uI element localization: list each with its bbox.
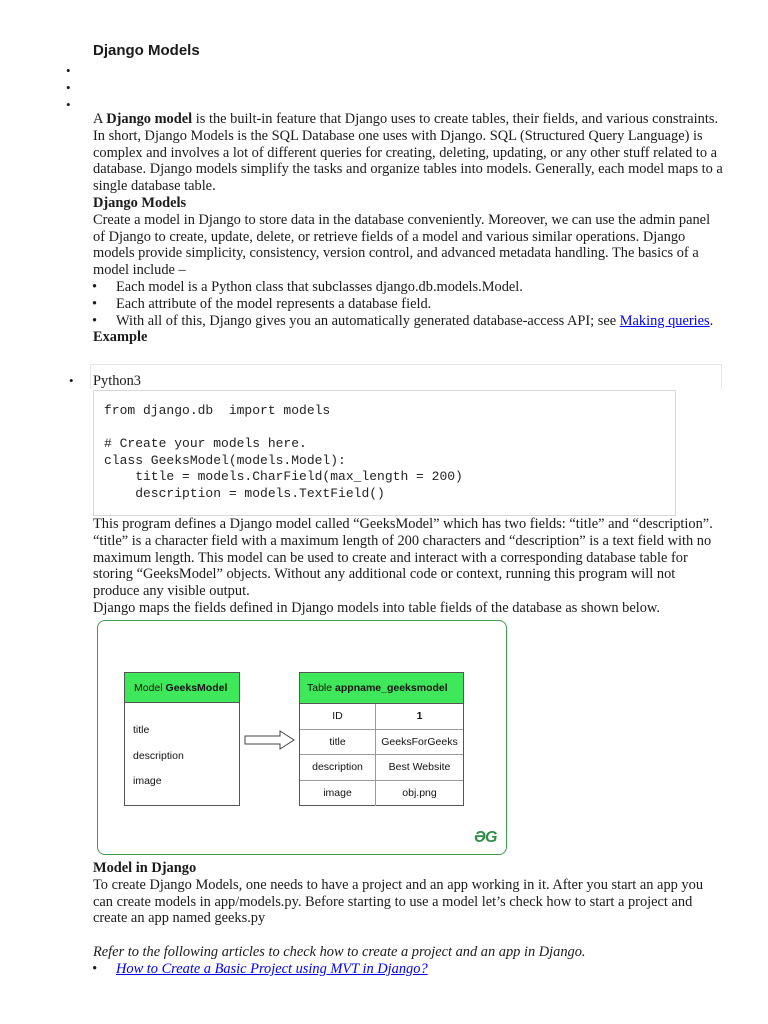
page-title: Django Models — [93, 42, 200, 59]
table-cell: Best Website — [388, 761, 451, 774]
list-item: • Each model is a Python class that subclasses django.db.models.Model. — [93, 279, 725, 296]
table-cell: image — [300, 781, 376, 807]
article-link-list — [93, 961, 725, 978]
intro-lead: A — [93, 111, 107, 127]
list-item: • Each attribute of the model represents a database field. — [93, 296, 725, 313]
bullet-marker: • — [69, 373, 74, 388]
refer-text: Refer to the following articles to check how to create a project and an app in Django. — [93, 944, 586, 961]
tab-python3[interactable]: Python3 — [93, 373, 141, 389]
table-row — [300, 730, 463, 756]
basic-project-mvt-link[interactable]: How to Create a Basic Project using MVT in Django? — [116, 960, 428, 977]
list-item-end: . — [709, 312, 714, 329]
empty-bullet-list — [66, 62, 71, 113]
mapping-sentence: Django maps the fields defined in Django models into table fields of the database as shown below. — [93, 599, 660, 616]
code-line: title = models.CharField(max_length = 200) — [104, 469, 463, 485]
table-cell: 1 — [416, 710, 423, 723]
code-line: # Create your models here. — [104, 436, 307, 452]
table-box — [299, 672, 464, 806]
table-cell: title — [300, 730, 376, 755]
table-row — [300, 755, 463, 781]
list-item — [93, 961, 725, 978]
code-line: class GeeksModel(models.Model): — [104, 452, 346, 468]
model-box — [124, 672, 240, 806]
section-heading-model-in-django: Model in Django — [93, 860, 197, 876]
list-item — [93, 313, 725, 330]
table-cell: obj.png — [402, 787, 437, 800]
section-paragraph: To create Django Models, one needs to have a project and an app working in it. After you start an app you can create models in app/models.py. Before starting to use a model let’s check how to start a project and create an app named geeks.py — [93, 876, 704, 927]
table-cell: description — [300, 755, 376, 780]
model-box-header — [125, 673, 239, 703]
code-line: from django.db import models — [104, 403, 331, 418]
model-in-django-section — [93, 860, 725, 978]
section-heading-django-models: Django Models — [93, 194, 187, 211]
model-name: GeeksModel — [165, 681, 228, 694]
intro-bold-term: Django model — [106, 111, 193, 127]
section-paragraph: Create a model in Django to store data in the database conveniently. Moreover, we can use the admin panel of Django to create, update, delete, or retrieve fields of a model and various similar operations. Django models provide simplicity, consistency, version control, and advanced metadata handling. The basics of a model include – — [93, 211, 711, 279]
bullet-marker: • — [66, 97, 71, 112]
intro-paragraph — [93, 111, 725, 346]
explanation-paragraph: This program defines a Django model called “GeeksModel” which has two fields: “title” and “description”. “title” is a character field with a maximum length of 200 characters and “description” is a text field with no maximum length. This model can be used to create and interact with a corresponding database table for storing “GeeksModel” objects. Without any additional code or context, running this program will not produce any visible output. — [93, 516, 713, 600]
table-box-header — [300, 673, 463, 704]
list-item-text: With all of this, Django gives you an automatically generated database-access API; see — [116, 312, 620, 329]
explanation-block — [93, 516, 725, 617]
code-line — [104, 420, 665, 437]
model-prefix: Model — [134, 681, 163, 694]
example-heading: Example — [93, 329, 148, 346]
table-row — [300, 704, 463, 730]
gfg-logo: ƏG — [474, 829, 497, 846]
intro-text: is the built-in feature that Django uses to create tables, their fields, and various constraints. In short, Django Models is the SQL Database one uses with Django. SQL (Structured Query Language) is complex and involves a lot of different queries for creating, deleting, updating, or any other stuff related to a database. Django models simplify the tasks and organize tables into models. Generally, each model maps to a single database table. — [93, 111, 723, 195]
table-prefix: Table — [307, 682, 333, 694]
making-queries-link[interactable]: Making queries — [619, 312, 710, 329]
code-line: description = models.TextField() — [104, 485, 385, 501]
bullet-marker: • — [66, 80, 71, 95]
code-block — [93, 390, 676, 516]
model-field-title: title — [133, 724, 150, 736]
bullet-marker: • — [66, 63, 71, 78]
code-tab-bar — [90, 364, 722, 389]
basics-bullet-list — [93, 279, 725, 329]
table-cell: ID — [300, 704, 376, 729]
table-row — [300, 781, 463, 807]
table-name: appname_geeksmodel — [335, 682, 448, 694]
right-arrow-icon — [244, 730, 296, 750]
table-cell: GeeksForGeeks — [381, 735, 458, 748]
model-field-image: image — [133, 775, 162, 787]
model-field-description: description — [133, 750, 184, 762]
